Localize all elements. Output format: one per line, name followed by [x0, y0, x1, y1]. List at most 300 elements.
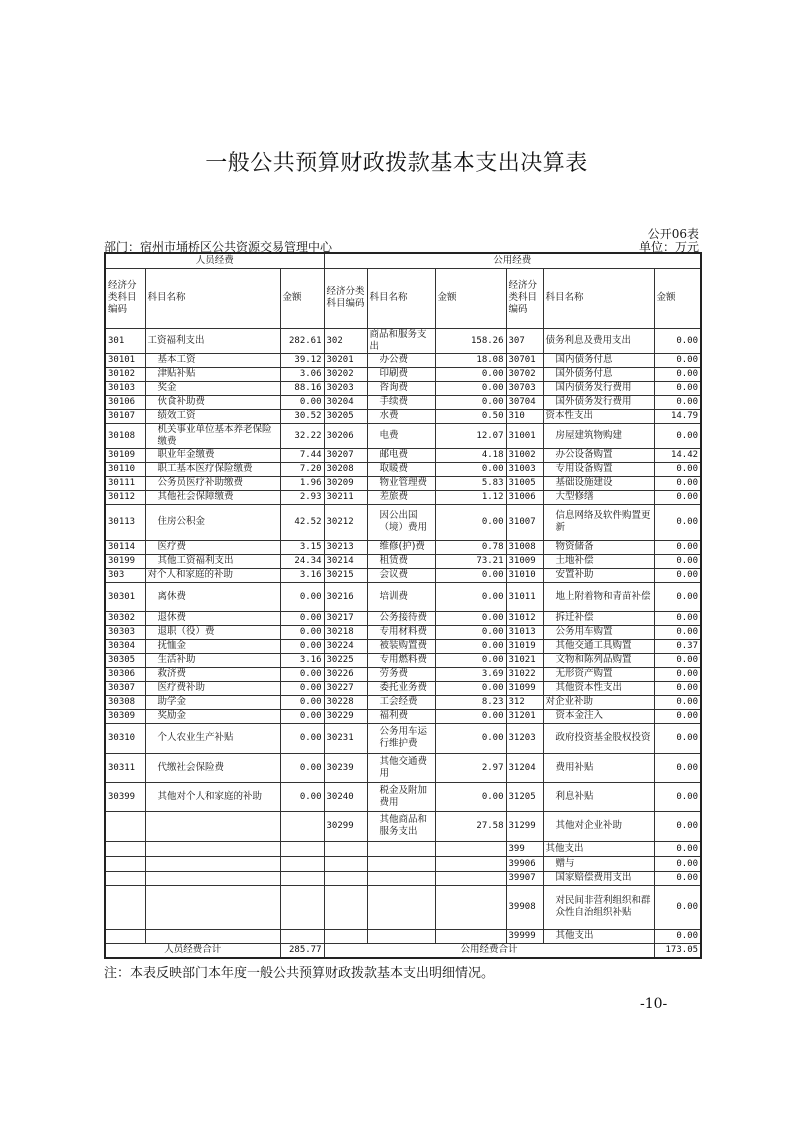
group-header-row: [105, 253, 701, 268]
cell-amount: 3.06: [280, 367, 324, 381]
cell-amount: [280, 841, 324, 856]
group-header-personnel: 人员经费: [105, 253, 324, 268]
cell-name: 因公出国（境）费用: [367, 504, 435, 540]
cell-amount: 0.00: [654, 423, 701, 448]
cell-code: 31201: [506, 709, 543, 723]
cell-code: 310: [506, 409, 543, 423]
cell-code: 30212: [324, 504, 367, 540]
cell-name: 绩效工资: [145, 409, 280, 423]
cell-name: 邮电费: [367, 448, 435, 462]
cell-code: 30209: [324, 476, 367, 490]
cell-name: 其他社会保障缴费: [145, 490, 280, 504]
cell-code: 30308: [105, 695, 145, 709]
table-row: [105, 476, 701, 490]
cell-name: 职工基本医疗保险缴费: [145, 462, 280, 476]
cell-amount: [280, 856, 324, 871]
cell-name: 劳务费: [367, 667, 435, 681]
cell-code: 30307: [105, 681, 145, 695]
cell-name: 机关事业单位基本养老保险缴费: [145, 423, 280, 448]
unit-label: 单位：万元: [638, 240, 699, 254]
cell-name: [145, 811, 280, 841]
table-row: [105, 367, 701, 381]
cell-name: [145, 871, 280, 885]
cell-name: [367, 929, 435, 943]
cell-code: 30215: [324, 568, 367, 582]
cell-code: 312: [506, 695, 543, 709]
cell-name: 基本工资: [145, 353, 280, 367]
table-row: [105, 490, 701, 504]
cell-amount: 88.16: [280, 381, 324, 395]
table-row: [105, 856, 701, 871]
cell-code: 31204: [506, 753, 543, 782]
table-row: [105, 409, 701, 423]
cell-amount: 0.00: [435, 395, 506, 409]
cell-name: 救济费: [145, 667, 280, 681]
cell-amount: 0.00: [435, 367, 506, 381]
public-total-label: 公用经费合计: [324, 943, 654, 958]
table-row: [105, 625, 701, 639]
cell-amount: 0.00: [654, 462, 701, 476]
cell-name: 手续费: [367, 395, 435, 409]
table-row: [105, 395, 701, 409]
page-number: -10-: [640, 996, 668, 1012]
column-header-row: [105, 268, 701, 328]
cell-code: 31099: [506, 681, 543, 695]
table-row: [105, 611, 701, 625]
cell-amount: 0.00: [654, 625, 701, 639]
cell-code: 31005: [506, 476, 543, 490]
cell-name: [367, 856, 435, 871]
cell-amount: 0.50: [435, 409, 506, 423]
cell-name: 代缴社会保险费: [145, 753, 280, 782]
cell-code: 30201: [324, 353, 367, 367]
cell-amount: [280, 871, 324, 885]
cell-amount: 0.00: [654, 782, 701, 811]
cell-code: 30239: [324, 753, 367, 782]
cell-code: 31008: [506, 540, 543, 554]
cell-name: 公务用车运行维护费: [367, 723, 435, 753]
cell-code: 302: [324, 328, 367, 353]
cell-amount: 0.00: [654, 695, 701, 709]
cell-name: 物资储备: [543, 540, 654, 554]
cell-code: 30110: [105, 462, 145, 476]
table-row: [105, 328, 701, 353]
cell-code: 30206: [324, 423, 367, 448]
cell-amount: 12.07: [435, 423, 506, 448]
cell-name: 职业年金缴费: [145, 448, 280, 462]
table-row: [105, 811, 701, 841]
document-title: 一般公共预算财政拨款基本支出决算表: [205, 151, 588, 176]
cell-name: 医疗费: [145, 540, 280, 554]
cell-code: 30309: [105, 709, 145, 723]
cell-name: 离休费: [145, 582, 280, 611]
cell-code: [105, 871, 145, 885]
cell-amount: 14.79: [654, 409, 701, 423]
column-header-amount: 金额: [280, 268, 324, 328]
table-row: [105, 723, 701, 753]
cell-name: 办公费: [367, 353, 435, 367]
cell-amount: 0.00: [280, 782, 324, 811]
cell-code: 30108: [105, 423, 145, 448]
cell-name: 福利费: [367, 709, 435, 723]
cell-name: 其他交通费用: [367, 753, 435, 782]
cell-amount: 0.00: [654, 540, 701, 554]
personnel-total-amount: 285.77: [280, 943, 324, 958]
cell-name: 债务利息及费用支出: [543, 328, 654, 353]
table-row: [105, 504, 701, 540]
cell-code: 31299: [506, 811, 543, 841]
cell-amount: 18.08: [435, 353, 506, 367]
cell-amount: 73.21: [435, 554, 506, 568]
cell-code: 30306: [105, 667, 145, 681]
column-header-name: 科目名称: [145, 268, 280, 328]
cell-amount: 0.00: [654, 353, 701, 367]
cell-name: 物业管理费: [367, 476, 435, 490]
cell-name: 差旅费: [367, 490, 435, 504]
table-row: [105, 462, 701, 476]
cell-code: 30103: [105, 381, 145, 395]
cell-code: 31003: [506, 462, 543, 476]
table-row: [105, 929, 701, 943]
table-row: [105, 871, 701, 885]
cell-code: [105, 885, 145, 929]
cell-code: 30240: [324, 782, 367, 811]
cell-code: [324, 871, 367, 885]
cell-name: 生活补助: [145, 653, 280, 667]
cell-name: 其他支出: [543, 841, 654, 856]
table-row: [105, 841, 701, 856]
cell-amount: 3.16: [280, 568, 324, 582]
cell-code: 39907: [506, 871, 543, 885]
cell-amount: 0.00: [654, 582, 701, 611]
cell-name: [145, 856, 280, 871]
table-row: [105, 540, 701, 554]
cell-code: 31021: [506, 653, 543, 667]
cell-code: 30301: [105, 582, 145, 611]
cell-amount: 0.00: [654, 395, 701, 409]
cell-name: 其他对个人和家庭的补助: [145, 782, 280, 811]
cell-name: [367, 885, 435, 929]
cell-name: 奖励金: [145, 709, 280, 723]
cell-name: 助学金: [145, 695, 280, 709]
cell-name: 政府投资基金股权投资: [543, 723, 654, 753]
column-header-code: 经济分类科目编码: [324, 268, 367, 328]
cell-code: 30101: [105, 353, 145, 367]
cell-code: 30199: [105, 554, 145, 568]
cell-amount: [435, 929, 506, 943]
cell-name: 水费: [367, 409, 435, 423]
cell-name: 国内债务发行费用: [543, 381, 654, 395]
column-header-name: 科目名称: [367, 268, 435, 328]
cell-amount: 5.83: [435, 476, 506, 490]
cell-name: 其他交通工具购置: [543, 639, 654, 653]
cell-code: 30399: [105, 782, 145, 811]
cell-name: 赠与: [543, 856, 654, 871]
cell-name: 津贴补贴: [145, 367, 280, 381]
cell-name: 其他支出: [543, 929, 654, 943]
table-row: [105, 639, 701, 653]
cell-amount: 0.00: [654, 367, 701, 381]
cell-code: 307: [506, 328, 543, 353]
cell-code: 301: [105, 328, 145, 353]
cell-name: 伙食补助费: [145, 395, 280, 409]
cell-name: 资本金注入: [543, 709, 654, 723]
cell-amount: 3.15: [280, 540, 324, 554]
cell-code: 30704: [506, 395, 543, 409]
cell-code: 31012: [506, 611, 543, 625]
cell-code: 30227: [324, 681, 367, 695]
cell-name: 住房公积金: [145, 504, 280, 540]
cell-amount: 27.58: [435, 811, 506, 841]
cell-code: 39999: [506, 929, 543, 943]
cell-amount: [280, 885, 324, 929]
table-row: [105, 667, 701, 681]
cell-name: 电费: [367, 423, 435, 448]
table-row: [105, 695, 701, 709]
cell-amount: 0.00: [435, 625, 506, 639]
table-row: [105, 554, 701, 568]
cell-code: 399: [506, 841, 543, 856]
cell-code: 30702: [506, 367, 543, 381]
cell-code: 30111: [105, 476, 145, 490]
cell-amount: 0.00: [654, 885, 701, 929]
cell-code: 30208: [324, 462, 367, 476]
cell-amount: 42.52: [280, 504, 324, 540]
cell-name: 抚恤金: [145, 639, 280, 653]
cell-name: 公务用车购置: [543, 625, 654, 639]
table-row: [105, 423, 701, 448]
cell-name: 专用设备购置: [543, 462, 654, 476]
cell-amount: 0.00: [654, 709, 701, 723]
table-row: [105, 568, 701, 582]
table-row: [105, 753, 701, 782]
cell-name: 对个人和家庭的补助: [145, 568, 280, 582]
cell-amount: 0.00: [435, 639, 506, 653]
cell-name: 工资福利支出: [145, 328, 280, 353]
cell-code: 30217: [324, 611, 367, 625]
cell-code: 30218: [324, 625, 367, 639]
cell-name: 被装购置费: [367, 639, 435, 653]
cell-amount: 0.00: [280, 625, 324, 639]
cell-name: 奖金: [145, 381, 280, 395]
cell-amount: 0.00: [654, 856, 701, 871]
cell-code: 30224: [324, 639, 367, 653]
expenditure-table: [104, 252, 702, 959]
column-header-code: 经济分类科目编码: [506, 268, 543, 328]
cell-amount: 0.00: [435, 611, 506, 625]
cell-name: 资本性支出: [543, 409, 654, 423]
cell-amount: 0.00: [435, 681, 506, 695]
cell-code: 30207: [324, 448, 367, 462]
table-row: [105, 709, 701, 723]
cell-name: 费用补贴: [543, 753, 654, 782]
cell-code: 30107: [105, 409, 145, 423]
table-row: [105, 448, 701, 462]
cell-name: 退职（役）费: [145, 625, 280, 639]
cell-amount: 0.00: [654, 568, 701, 582]
cell-code: [324, 885, 367, 929]
cell-code: 30302: [105, 611, 145, 625]
cell-amount: 24.34: [280, 554, 324, 568]
cell-amount: 0.00: [280, 395, 324, 409]
cell-code: 31011: [506, 582, 543, 611]
cell-amount: [435, 856, 506, 871]
cell-code: 30216: [324, 582, 367, 611]
cell-name: 信息网络及软件购置更新: [543, 504, 654, 540]
cell-code: 30703: [506, 381, 543, 395]
cell-code: 303: [105, 568, 145, 582]
cell-name: 公务接待费: [367, 611, 435, 625]
column-header-name: 科目名称: [543, 268, 654, 328]
cell-name: 国外债务发行费用: [543, 395, 654, 409]
cell-name: [145, 885, 280, 929]
cell-amount: 282.61: [280, 328, 324, 353]
cell-name: 咨询费: [367, 381, 435, 395]
cell-name: 文物和陈列品购置: [543, 653, 654, 667]
cell-code: [105, 929, 145, 943]
cell-amount: 0.00: [280, 639, 324, 653]
cell-amount: 0.00: [435, 568, 506, 582]
column-header-code: 经济分类科目编码: [105, 268, 145, 328]
cell-code: 30304: [105, 639, 145, 653]
table-number: 公开06表: [647, 227, 699, 241]
table-row: [105, 681, 701, 695]
cell-code: 30114: [105, 540, 145, 554]
cell-amount: 0.00: [654, 504, 701, 540]
table-row: [105, 653, 701, 667]
public-total-amount: 173.05: [654, 943, 701, 958]
cell-name: 对民间非营利组织和群众性自治组织补贴: [543, 885, 654, 929]
cell-code: 30226: [324, 667, 367, 681]
cell-amount: [435, 885, 506, 929]
cell-name: 工会经费: [367, 695, 435, 709]
cell-name: 拆迁补偿: [543, 611, 654, 625]
cell-name: 印刷费: [367, 367, 435, 381]
cell-amount: 158.26: [435, 328, 506, 353]
cell-name: 其他对企业补助: [543, 811, 654, 841]
cell-amount: [435, 841, 506, 856]
cell-code: 31007: [506, 504, 543, 540]
cell-name: 租赁费: [367, 554, 435, 568]
cell-name: 维修(护)费: [367, 540, 435, 554]
cell-name: 土地补偿: [543, 554, 654, 568]
cell-code: 31001: [506, 423, 543, 448]
cell-amount: 1.12: [435, 490, 506, 504]
cell-code: 31205: [506, 782, 543, 811]
cell-code: 30213: [324, 540, 367, 554]
cell-name: 利息补贴: [543, 782, 654, 811]
cell-code: 30106: [105, 395, 145, 409]
cell-name: 国家赔偿费用支出: [543, 871, 654, 885]
cell-amount: 0.00: [654, 667, 701, 681]
cell-amount: 0.00: [654, 811, 701, 841]
cell-code: 30311: [105, 753, 145, 782]
cell-code: [105, 841, 145, 856]
cell-name: [367, 841, 435, 856]
cell-name: 个人农业生产补贴: [145, 723, 280, 753]
cell-name: 公务员医疗补助缴费: [145, 476, 280, 490]
cell-code: 31002: [506, 448, 543, 462]
cell-amount: 8.23: [435, 695, 506, 709]
table-row: [105, 885, 701, 929]
cell-code: 30102: [105, 367, 145, 381]
cell-code: 30214: [324, 554, 367, 568]
cell-amount: 0.00: [654, 381, 701, 395]
cell-amount: 0.00: [280, 695, 324, 709]
cell-amount: [280, 811, 324, 841]
table-row: [105, 353, 701, 367]
cell-amount: 3.16: [280, 653, 324, 667]
cell-amount: 0.00: [654, 490, 701, 504]
footnote: 注：本表反映部门本年度一般公共预算财政拨款基本支出明细情况。: [104, 966, 495, 981]
cell-amount: 2.97: [435, 753, 506, 782]
cell-name: 其他商品和服务支出: [367, 811, 435, 841]
cell-code: 31203: [506, 723, 543, 753]
cell-code: 30310: [105, 723, 145, 753]
cell-amount: 0.00: [654, 841, 701, 856]
cell-amount: 3.69: [435, 667, 506, 681]
cell-name: [145, 841, 280, 856]
cell-name: 委托业务费: [367, 681, 435, 695]
cell-amount: 0.00: [654, 476, 701, 490]
department-label: 部门：宿州市埇桥区公共资源交易管理中心: [104, 240, 333, 254]
cell-amount: 0.00: [435, 782, 506, 811]
cell-amount: 30.52: [280, 409, 324, 423]
cell-code: 30205: [324, 409, 367, 423]
cell-code: 31019: [506, 639, 543, 653]
cell-amount: 0.00: [280, 723, 324, 753]
cell-code: 30112: [105, 490, 145, 504]
cell-code: [324, 856, 367, 871]
cell-code: 30231: [324, 723, 367, 753]
cell-amount: 0.78: [435, 540, 506, 554]
cell-code: 30303: [105, 625, 145, 639]
cell-amount: 0.00: [435, 653, 506, 667]
cell-name: 大型修缮: [543, 490, 654, 504]
cell-amount: 0.00: [654, 723, 701, 753]
cell-name: 专用材料费: [367, 625, 435, 639]
group-header-public: 公用经费: [324, 253, 701, 268]
cell-code: 39908: [506, 885, 543, 929]
cell-code: [324, 841, 367, 856]
cell-amount: 0.00: [280, 709, 324, 723]
cell-name: [367, 871, 435, 885]
cell-name: 基础设施建设: [543, 476, 654, 490]
cell-code: 30211: [324, 490, 367, 504]
cell-name: 专用燃料费: [367, 653, 435, 667]
cell-name: 国外债务付息: [543, 367, 654, 381]
cell-code: 30109: [105, 448, 145, 462]
cell-code: 30203: [324, 381, 367, 395]
cell-amount: 0.00: [280, 753, 324, 782]
cell-amount: 0.00: [280, 582, 324, 611]
cell-amount: 0.00: [435, 709, 506, 723]
cell-amount: 0.37: [654, 639, 701, 653]
cell-amount: 7.44: [280, 448, 324, 462]
cell-amount: 0.00: [654, 871, 701, 885]
cell-amount: [435, 871, 506, 885]
cell-code: 30228: [324, 695, 367, 709]
cell-name: 税金及附加费用: [367, 782, 435, 811]
cell-amount: [280, 929, 324, 943]
table-row: [105, 381, 701, 395]
cell-amount: 0.00: [654, 753, 701, 782]
cell-name: 其他资本性支出: [543, 681, 654, 695]
cell-code: 31022: [506, 667, 543, 681]
cell-name: 对企业补助: [543, 695, 654, 709]
cell-amount: 0.00: [435, 723, 506, 753]
cell-amount: 39.12: [280, 353, 324, 367]
